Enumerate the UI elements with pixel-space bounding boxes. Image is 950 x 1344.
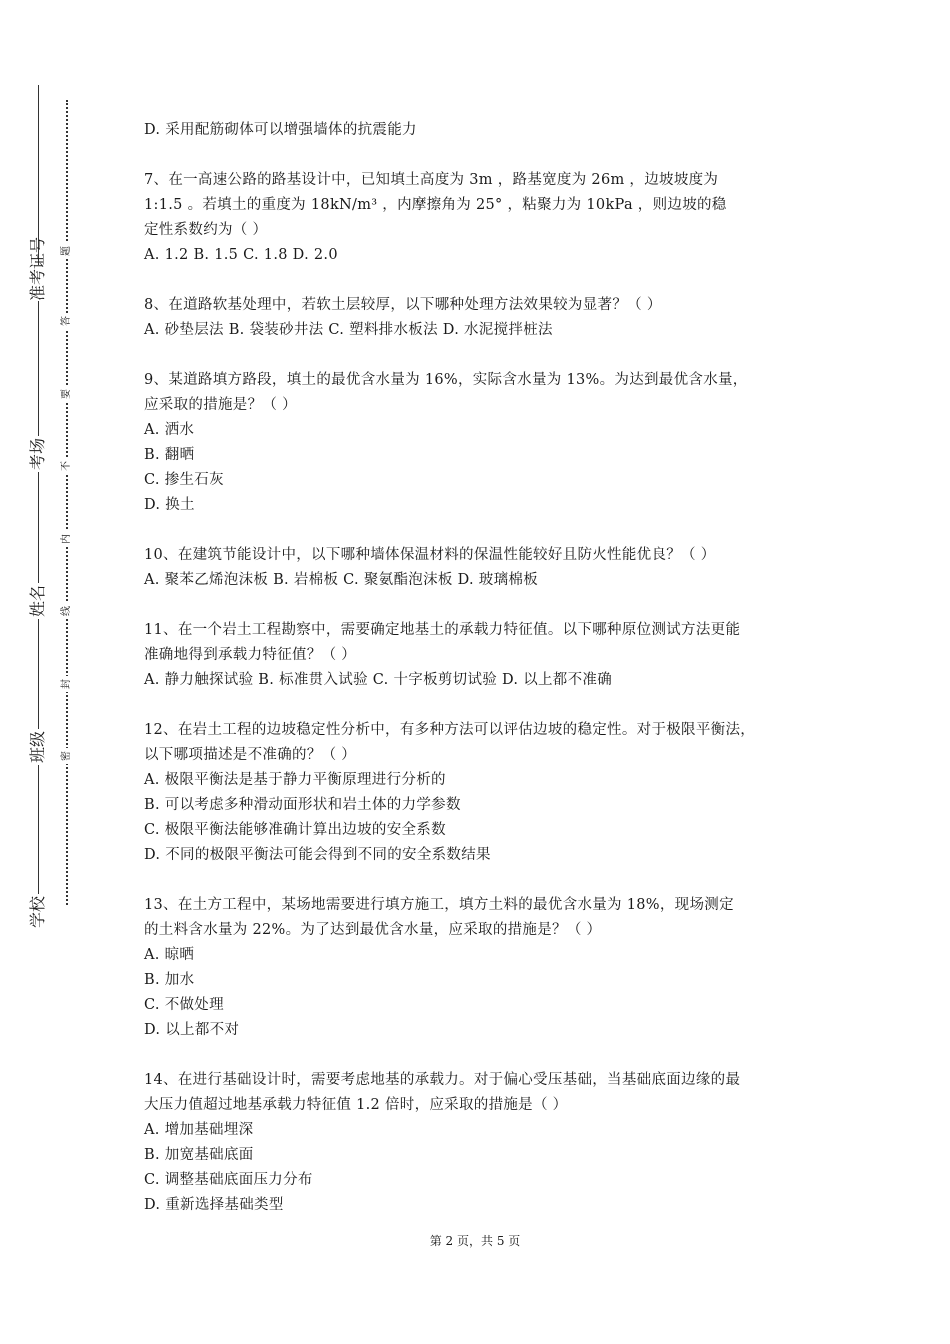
question-10-options: A. 聚苯乙烯泡沫板 B. 岩棉板 C. 聚氨酯泡沫板 D. 玻璃棉板	[144, 572, 539, 588]
class-label: 班级	[28, 731, 47, 764]
answer-option: D. 采用配筋砌体可以增强墙体的抗震能力	[144, 122, 417, 138]
seal-char: 要	[59, 386, 75, 402]
question-9-option: A. 洒水	[144, 422, 195, 438]
question-9-stem: 应采取的措施是？（ ）	[144, 397, 297, 413]
spacer	[144, 518, 824, 543]
school-label: 学校	[28, 896, 47, 929]
seal-char: 线	[59, 603, 75, 619]
question-14-option: C. 调整基础底面压力分布	[144, 1172, 313, 1188]
question-11-stem: 准确地得到承载力特征值？（ ）	[144, 647, 357, 663]
page-number: 第 2 页，共 5 页	[429, 1234, 521, 1248]
question-9-option: B. 翻晒	[144, 447, 195, 463]
binding-dotted-line	[66, 100, 68, 905]
question-13-option: C. 不做处理	[144, 997, 224, 1013]
question-14-stem: 14、在进行基础设计时，需要考虑地基的承载力。对于偏心受压基础，当基础底面边缘的最	[144, 1072, 741, 1088]
spacer	[144, 343, 824, 368]
question-13-option: D. 以上都不对	[144, 1022, 240, 1038]
question-14-option: B. 加宽基础底面	[144, 1147, 254, 1163]
exam-room-label: 考场	[28, 438, 47, 471]
question-13-option: A. 晾晒	[144, 947, 195, 963]
seal-char: 不	[59, 458, 75, 474]
spacer	[144, 593, 824, 618]
question-10-stem: 10、在建筑节能设计中，以下哪种墙体保温材料的保温性能较好且防火性能优良？（ ）	[144, 547, 716, 563]
question-8-stem: 8、在道路软基处理中，若软土层较厚，以下哪种处理方法效果较为显著？（ ）	[144, 297, 662, 313]
question-14-option: D. 重新选择基础类型	[144, 1197, 284, 1213]
seal-char: 密	[59, 748, 75, 764]
seal-char: 内	[59, 531, 75, 547]
question-12-stem: 12、在岩土工程的边坡稳定性分析中，有多种方法可以评估边坡的稳定性。对于极限平衡法，	[144, 722, 756, 738]
binding-margin	[0, 0, 110, 1344]
exam-number-label: 准考证号	[28, 236, 47, 301]
question-7-stem: 1:1.5 。若填土的重度为 18kN/m³ ，内摩擦角为 25° ，粘聚力为 10kPa ，则边坡的稳	[144, 197, 727, 213]
question-12-option: D. 不同的极限平衡法可能会得到不同的安全系数结果	[144, 847, 491, 863]
name-label: 姓名	[28, 585, 47, 618]
question-8-options: A. 砂垫层法 B. 袋装砂井法 C. 塑料排水板法 D. 水泥搅拌桩法	[144, 322, 553, 338]
question-12-option: C. 极限平衡法能够准确计算出边坡的安全系数	[144, 822, 446, 838]
question-9-option: D. 换土	[144, 497, 195, 513]
question-7-stem: 7、在一高速公路的路基设计中，已知填土高度为 3m ，路基宽度为 26m ，边坡坡度为	[144, 172, 719, 188]
spacer	[144, 1043, 824, 1068]
question-11-stem: 11、在一个岩土工程勘察中，需要确定地基土的承载力特征值。以下哪种原位测试方法更能	[144, 622, 741, 638]
binding-solid-line	[38, 85, 39, 920]
question-13-stem: 13、在土方工程中，某场地需要进行填方施工，填方土料的最优含水量为 18%，现场测定	[144, 897, 734, 913]
question-12-option: A. 极限平衡法是基于静力平衡原理进行分析的	[144, 772, 446, 788]
question-7-options: A. 1.2 B. 1.5 C. 1.8 D. 2.0	[144, 247, 338, 263]
question-12-stem: 以下哪项描述是不准确的？（ ）	[144, 747, 357, 763]
question-7-stem: 定性系数约为（ ）	[144, 222, 268, 238]
seal-char: 封	[59, 676, 75, 692]
spacer	[144, 693, 824, 718]
question-12-option: B. 可以考虑多种滑动面形状和岩土体的力学参数	[144, 797, 461, 813]
question-13-option: B. 加水	[144, 972, 195, 988]
spacer	[144, 143, 824, 168]
question-14-stem: 大压力值超过地基承载力特征值 1.2 倍时，应采取的措施是（ ）	[144, 1097, 568, 1113]
question-11-options: A. 静力触探试验 B. 标准贯入试验 C. 十字板剪切试验 D. 以上都不准确	[144, 672, 613, 688]
question-9-stem: 9、某道路填方路段，填土的最优含水量为 16%，实际含水量为 13%。为达到最优含水量，	[144, 372, 748, 388]
seal-char: 题	[59, 243, 75, 259]
question-13-stem: 的土料含水量为 22%。为了达到最优含水量，应采取的措施是？（ ）	[144, 922, 602, 938]
spacer	[144, 868, 824, 893]
question-14-option: A. 增加基础埋深	[144, 1122, 254, 1138]
spacer	[144, 268, 824, 293]
question-9-option: C. 掺生石灰	[144, 472, 224, 488]
question-content	[144, 118, 824, 1218]
seal-char: 答	[59, 313, 75, 329]
